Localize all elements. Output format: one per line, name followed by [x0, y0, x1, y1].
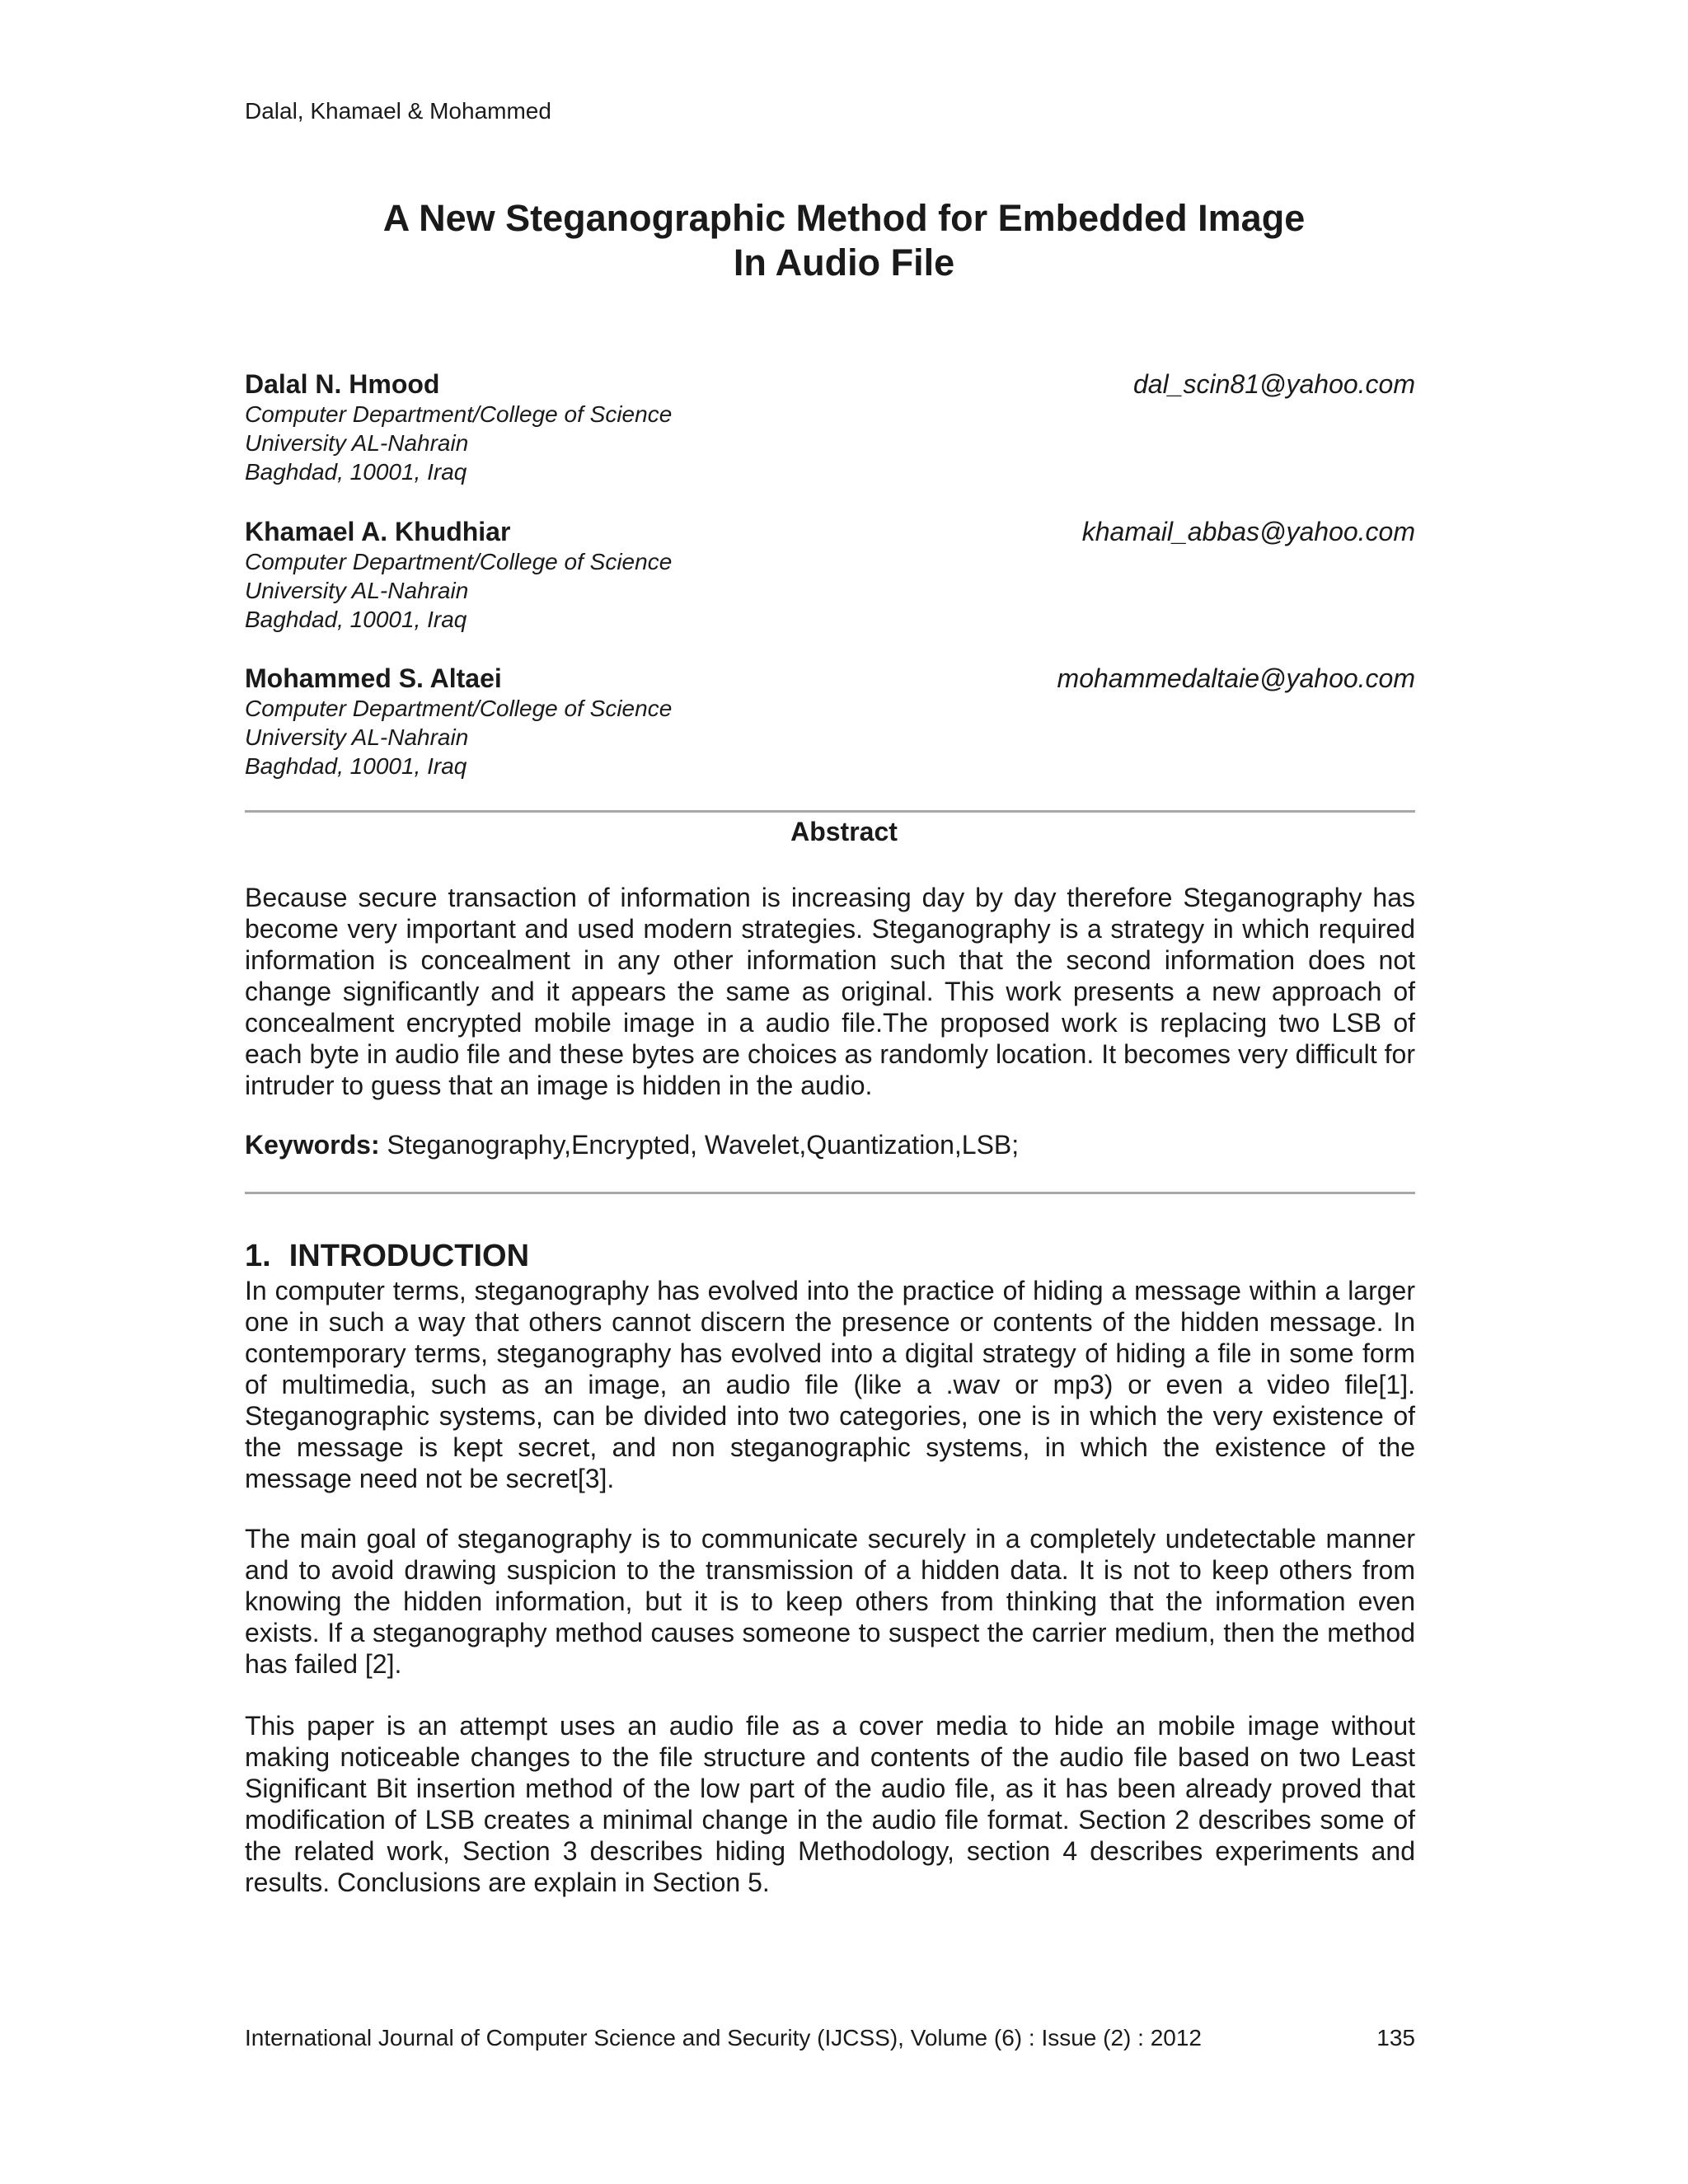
author-university: University AL-Nahrain	[245, 724, 469, 750]
author-university: University AL-Nahrain	[245, 578, 469, 603]
author-block-2	[245, 516, 1415, 634]
author-department: Computer Department/College of Science	[245, 549, 673, 574]
section-heading-introduction	[245, 1238, 529, 1274]
footer-journal: International Journal of Computer Science and Security (IJCSS), Volume (6) : Issue (2) : 2012	[245, 2025, 1203, 2050]
abstract-text: Because secure transaction of information is increasing day by day therefore Steganography has become very important and used modern strategies. Steganography is a strategy in which required information is concealment in any other information such that the second information does not change significantly and it appears the same as original. This work presents a new approach of concealment encrypted mobile image in a audio file.The proposed work is replacing two LSB of each byte in audio file and these bytes are choices as randomly location. It becomes very difficult for intruder to guess that an image is hidden in the audio.	[245, 883, 1415, 1100]
section-title: INTRODUCTION	[288, 1239, 530, 1273]
section-number: 1.	[245, 1239, 271, 1273]
author-name: Mohammed S. Altaei	[245, 663, 502, 693]
author-city: Baghdad, 10001, Iraq	[245, 459, 467, 485]
author-department: Computer Department/College of Science	[245, 401, 673, 427]
intro-paragraph-3: This paper is an attempt uses an audio file as a cover media to hide an mobile image without making noticeable changes to the file structure and contents of the audio file based on two Least Significant Bit insertion method of the low part of the audio file, as it has been already proved that modification of LSB creates a minimal change in the audio file format. Section 2 describes some of the related work, Section 3 describes hiding Methodology, section 4 describes experiments and results. Conclusions are explain in Section 5.	[245, 1711, 1415, 1897]
author-university: University AL-Nahrain	[245, 430, 469, 456]
keywords	[245, 1129, 1415, 1160]
intro-paragraph-1: In computer terms, steganography has evolved into the practice of hiding a message within a larger one in such a way that others cannot discern the presence or contents of the hidden message. In contemporary terms, steganography has evolved into a digital strategy of hiding a file in some form of multimedia, such as an image, an audio file (like a .wav or mp3) or even a video file[1]. Steganographic systems, can be divided into two categories, one is in which the very existence of the message is kept secret, and non steganographic systems, in which the existence of the message need not be secret[3].	[245, 1276, 1415, 1493]
intro-paragraph-2: The main goal of steganography is to communicate securely in a completely undetectable manner and to avoid drawing suspicion to the transmission of a hidden data. It is not to keep others from knowing the hidden information, but it is to keep others from thinking that the information even exists. If a steganography method causes someone to suspect the carrier medium, then the method has failed [2].	[245, 1524, 1415, 1679]
author-city: Baghdad, 10001, Iraq	[245, 753, 467, 779]
divider-bottom	[245, 1192, 1415, 1194]
author-block-3	[245, 663, 1415, 780]
author-email[interactable]: dal_scin81@yahoo.com	[1132, 369, 1415, 399]
author-email[interactable]: khamail_abbas@yahoo.com	[1081, 517, 1415, 546]
keywords-label: Keywords:	[245, 1130, 380, 1160]
page-number: 135	[1376, 2025, 1415, 2050]
keywords-text: Steganography,Encrypted, Wavelet,Quantization,LSB;	[379, 1130, 1020, 1160]
title-line-2: In Audio File	[733, 241, 955, 284]
paper-title	[0, 196, 1688, 285]
author-email[interactable]: mohammedaltaie@yahoo.com	[1057, 663, 1415, 693]
title-line-1: A New Steganographic Method for Embedded Image	[382, 197, 1306, 239]
author-department: Computer Department/College of Science	[245, 696, 673, 721]
divider-top	[245, 810, 1415, 813]
author-city: Baghdad, 10001, Iraq	[245, 607, 467, 632]
author-name: Khamael A. Khudhiar	[245, 517, 511, 546]
author-name: Dalal N. Hmood	[245, 369, 440, 399]
running-head: Dalal, Khamael & Mohammed	[245, 98, 551, 124]
author-block-1	[245, 368, 1415, 486]
abstract-heading: Abstract	[790, 817, 898, 846]
